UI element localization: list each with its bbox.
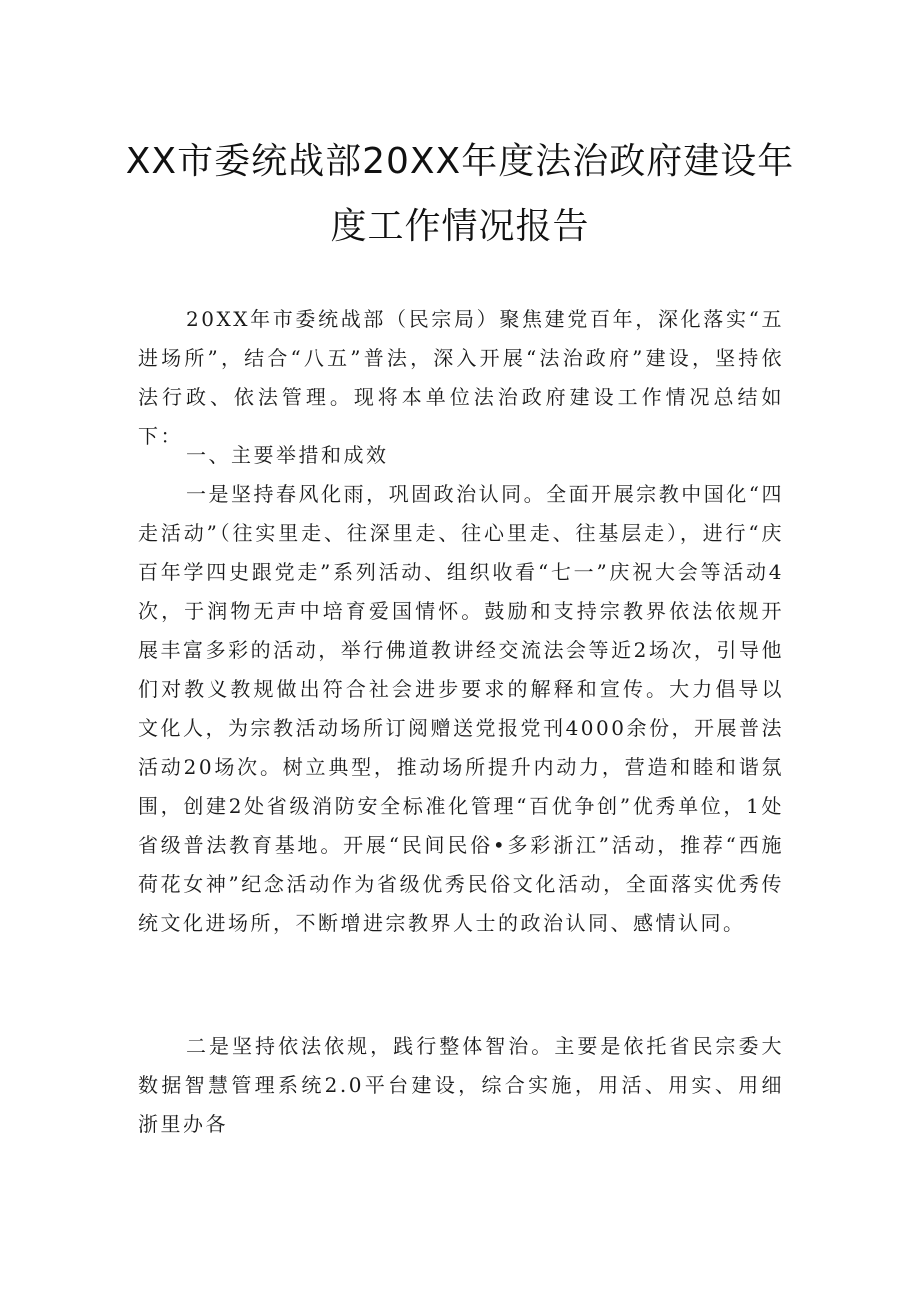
point-one-paragraph: 一是坚持春风化雨，巩固政治认同。全面开展宗教中国化“四走活动”（往实里走、往深里走、往心里走、往基层走），进行“庆百年学四史跟党走”系列活动、组织收看“七一”庆祝大会等活动4次，于润物无声中培育爱国情怀。鼓励和支持宗教界依法依规开展丰富多彩的活动，举行佛道教讲经交流法会等近2场次，引导他们对教义教规做出符合社会进步要求的解释和宣传。大力倡导以文化人，为宗教活动场所订阅赠送党报党刊4000余份，开展普法活动20场次。树立典型，推动场所提升内动力，营造和睦和谐氛围，创建2处省级消防安全标准化管理“百优争创”优秀单位，1处省级普法教育基地。开展“民间民俗•多彩浙江”活动，推荐“西施荷花女神”纪念活动作为省级优秀民俗文化活动，全面落实优秀传统文化进场所，不断增进宗教界人士的政治认同、感情认同。 <box>138 482 784 935</box>
document-title-line-1: XX市委统战部20XX年度法治政府建设年 <box>125 141 795 182</box>
point-two-paragraph: 二是坚持依法依规，践行整体智治。主要是依托省民宗委大数据智慧管理系统2.0平台建设，综合实施，用活、用实、用细浙里办各 <box>138 1034 784 1136</box>
document-title-line-2: 度工作情况报告 <box>330 206 590 247</box>
intro-paragraph: 20XX年市委统战部（民宗局）聚焦建党百年，深化落实“五进场所”，结合“八五”普法，深入开展“法治政府”建设，坚持依法行政、依法管理。现将本单位法治政府建设工作情况总结如下： <box>138 307 784 448</box>
section-heading: 一、主要举措和成效 <box>186 443 389 467</box>
